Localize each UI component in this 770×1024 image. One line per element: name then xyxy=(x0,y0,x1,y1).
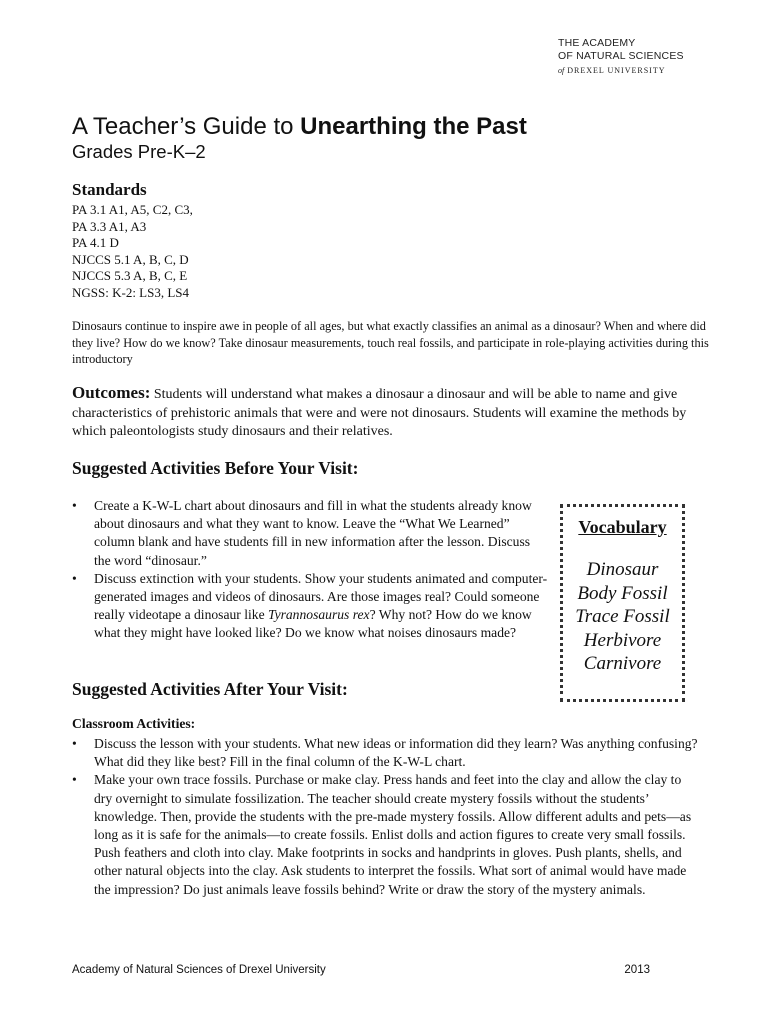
standard-item: PA 4.1 D xyxy=(72,235,119,250)
vocabulary-heading: Vocabulary xyxy=(578,517,667,537)
vocabulary-box xyxy=(560,504,685,702)
standard-item: PA 3.3 A1, A3 xyxy=(72,218,147,234)
list-item: • Make your own trace fossils. Purchase or make clay. Press hands and feet into the clay and allow the clay to dry overnight to simulate fossilization. The teacher should create mystery fossils without the students’ knowledge. Then, provide the students with the pre-made mystery fossils. Allow different adults and pets—as long as it is safe for the animals—to create fossils. Enlist dolls and action figures to create very small fossils. Push feathers and cloth into clay. Make footprints in socks and handprints in gloves. Push plants, shells, and other natural objects into the clay. Ask students to interpret the fossils. What sort of animal would have made the impression? Do just animals leave fossils behind? Write or draw the story of the mystery animals. xyxy=(72,772,692,897)
list-item: • Create a K-W-L chart about dinosaurs and fill in what the students already know about dinosaurs and what they want to know. Leave the “What We Learned” column blank and have students fill in new information after the lesson. Discuss the word “dinosaur.” xyxy=(72,498,532,568)
outcomes-label: Outcomes: xyxy=(72,383,151,402)
bullet-icon: • xyxy=(72,772,77,788)
logo-line-3: of DREXEL UNIVERSITY xyxy=(558,66,666,75)
bullet-icon: • xyxy=(72,570,77,586)
vocab-term: Body Fossil xyxy=(577,582,668,604)
list-item: • Discuss extinction with your students. Show your students animated and computer-generated images and videos of dinosaurs. Are those images real? Could someone really videotape a dinosaur like Tyrannosaurus rex? Why not? How do we know what they might have looked like? Do we know what noises dinosaurs made? xyxy=(72,570,548,641)
logo-line-2: OF NATURAL SCIENCES xyxy=(558,50,684,62)
vocabulary-terms xyxy=(563,558,682,676)
vocab-term: Carnivore xyxy=(583,653,662,674)
after-visit-heading: Suggested Activities After Your Visit: xyxy=(72,679,348,699)
vocab-term: Herbivore xyxy=(583,629,662,651)
standards-heading: Standards xyxy=(72,180,147,199)
academy-logo xyxy=(558,37,684,77)
vocab-term: Trace Fossil xyxy=(575,606,670,627)
before-visit-heading: Suggested Activities Before Your Visit: xyxy=(72,458,359,478)
grade-level: Grades Pre-K–2 xyxy=(72,141,206,162)
footer-institution: Academy of Natural Sciences of Drexel University xyxy=(72,964,326,976)
standards-list xyxy=(72,202,193,301)
before-visit-list xyxy=(72,497,550,643)
standard-item: NJCCS 5.3 A, B, C, E xyxy=(72,268,188,283)
page-title: A Teacher’s Guide to Unearthing the Past xyxy=(72,113,527,140)
standard-item: NJCCS 5.1 A, B, C, D xyxy=(72,251,189,267)
intro-paragraph: Dinosaurs continue to inspire awe in people of all ages, but what exactly classifies an animal as a dinosaur? When and where did they live? How do we know? Take dinosaur measurements, touch real fossils, and participate in role-playing activities during this introductory xyxy=(72,319,709,366)
outcomes-paragraph xyxy=(72,384,712,442)
standard-item: PA 3.1 A1, A5, C2, C3, xyxy=(72,202,193,217)
after-visit-list xyxy=(72,735,702,899)
footer-year: 2013 xyxy=(624,964,650,976)
logo-line-1: THE ACADEMY xyxy=(558,37,636,49)
classroom-activities-heading: Classroom Activities: xyxy=(72,716,196,731)
vocab-term: Dinosaur xyxy=(586,559,659,580)
bullet-icon: • xyxy=(72,736,77,751)
list-item: • Discuss the lesson with your students. What new ideas or information did they learn? Was anything confusing? What did they like best? Fill in the final column of the K-W-L chart. xyxy=(72,736,698,770)
outcomes-text: Students will understand what makes a dinosaur a dinosaur and will be able to name and give characteristics of prehistoric animals that were and were not dinosaurs. Students will examine the methods by which paleontologists study dinosaurs and their relatives. xyxy=(72,387,687,439)
standard-item: NGSS: K-2: LS3, LS4 xyxy=(72,284,190,300)
bullet-icon: • xyxy=(72,498,77,513)
